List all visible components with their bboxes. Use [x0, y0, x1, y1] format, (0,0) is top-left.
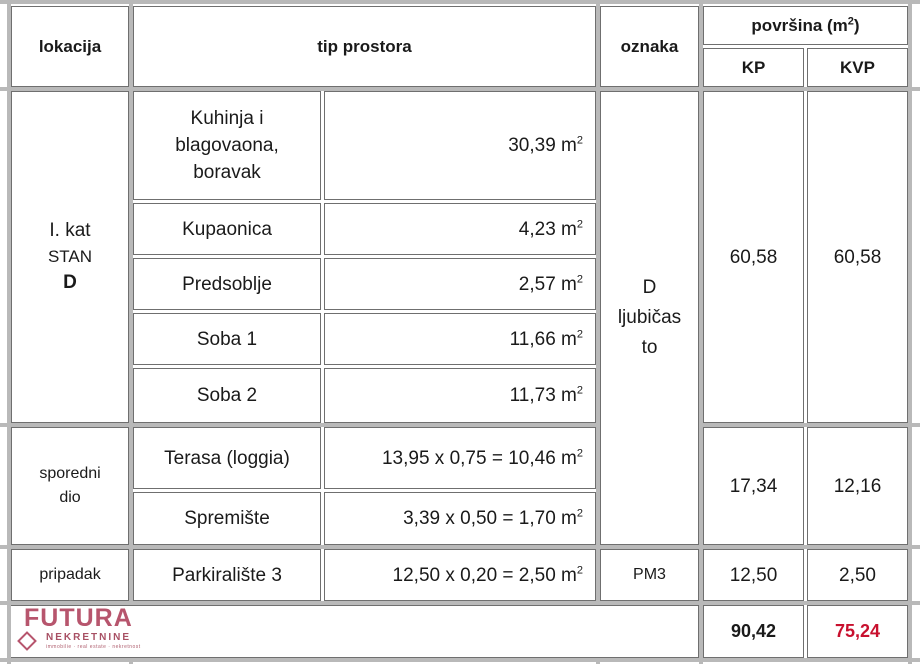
total-kvp-cell [807, 605, 908, 658]
header-tip-prostora [133, 6, 596, 87]
room-area [382, 445, 583, 472]
room-area-cell [324, 549, 596, 601]
room-area-cell [324, 368, 596, 423]
total-kvp: 75,24 [834, 621, 881, 641]
sporedni-kvp: 12,16 [833, 475, 882, 497]
unit-label: m [561, 218, 577, 240]
unit-sup: 2 [576, 134, 583, 147]
stan-kvp: 60,58 [833, 246, 882, 268]
unit-sup: 2 [576, 447, 583, 460]
room-name [175, 105, 279, 186]
unit-sup: 2 [576, 273, 583, 286]
room-name-line1: Kuhinja i [190, 108, 264, 129]
oznaka-line1: D [642, 277, 657, 298]
header-lokacija-text: lokacija [38, 37, 102, 56]
sporedni-kvp-cell [807, 427, 908, 545]
room-area-value: 12,50 x 0,20 = 2,50 [392, 564, 562, 586]
gap-line [0, 658, 920, 662]
room-area-cell [324, 91, 596, 200]
room-area [508, 132, 583, 159]
logo-main-text: FUTURA [24, 604, 133, 632]
header-oznaka [600, 6, 699, 87]
room-area [393, 562, 583, 589]
oznaka-cell [600, 91, 699, 545]
room-area-value: 11,66 [509, 328, 562, 350]
unit-label: m [561, 564, 577, 586]
room-area-cell [324, 203, 596, 255]
room-name: Terasa (loggia) [164, 447, 290, 469]
room-name-line3: boravak [193, 162, 261, 183]
pripadak-kvp-cell [807, 549, 908, 601]
header-kvp [807, 48, 908, 87]
pripadak-location-cell [11, 549, 129, 601]
room-area [403, 505, 583, 532]
room-area [519, 271, 583, 298]
header-povrsina [703, 6, 908, 45]
header-kp-text: KP [741, 58, 766, 77]
room-name-cell [133, 368, 321, 423]
room-name-cell [133, 427, 321, 489]
unit-sup: 2 [576, 507, 583, 520]
pripadak-kp-cell [703, 549, 804, 601]
room-area-value: 2,57 [518, 273, 562, 295]
room-name-cell [133, 549, 321, 601]
room-name: Soba 1 [196, 328, 258, 350]
unit-sup: 2 [576, 564, 583, 577]
room-name-line2: blagovaona, [175, 135, 279, 156]
total-kp-cell [703, 605, 804, 658]
total-kp: 90,42 [730, 621, 777, 641]
room-name: Spremište [184, 508, 270, 529]
room-area-cell [324, 258, 596, 310]
pripadak-oznaka-cell [600, 549, 699, 601]
header-kp [703, 48, 804, 87]
logo-sub-text: NEKRETNINE [46, 632, 132, 643]
sporedni-location-line1: sporedni [39, 465, 101, 482]
stan-location [48, 218, 92, 296]
room-area [510, 382, 583, 409]
room-name: Parkiralište 3 [172, 564, 282, 586]
stan-location-cell [11, 91, 129, 423]
logo-diamond-icon [17, 631, 37, 651]
sporedni-location-line2: dio [59, 489, 81, 506]
pripadak-kvp: 2,50 [839, 564, 876, 586]
stan-kp: 60,58 [729, 246, 778, 268]
unit-sup: 2 [576, 384, 583, 397]
header-povrsina-close: ) [853, 16, 860, 35]
unit-label: m [561, 135, 577, 156]
room-name: Soba 2 [196, 385, 258, 406]
sporedni-kp: 17,34 [729, 475, 778, 497]
gap-line [908, 0, 912, 664]
room-area [519, 216, 583, 243]
stan-kvp-cell [807, 91, 908, 423]
room-name: Predsoblje [182, 273, 272, 295]
oznaka-line2: ljubičas [617, 307, 682, 328]
stan-location-line1: I. kat [49, 220, 91, 241]
pripadak-location: pripadak [39, 566, 101, 583]
logo-tagline: immobilie · real estate · nekretnost [46, 644, 141, 650]
unit-sup: 2 [576, 218, 583, 231]
room-name-cell [133, 203, 321, 255]
room-name-cell [133, 313, 321, 365]
room-name-cell [133, 91, 321, 200]
stan-location-line3: D [63, 272, 77, 293]
unit-label: m [561, 447, 577, 469]
sporedni-kp-cell [703, 427, 804, 545]
gap-line [0, 0, 920, 4]
room-area-value: 11,73 [509, 385, 562, 406]
header-lokacija [11, 6, 129, 87]
header-povrsina-label: površina (m [751, 16, 848, 35]
room-area-value: 4,23 [518, 218, 562, 240]
room-area-value: 30,39 [508, 135, 562, 156]
room-area-cell [324, 492, 596, 545]
room-area [510, 326, 583, 353]
futura-logo [20, 604, 160, 654]
header-kvp-text: KVP [840, 58, 875, 77]
room-area-value: 13,95 x 0,75 = 10,46 [381, 447, 562, 469]
room-name: Kupaonica [182, 218, 272, 240]
room-area-cell [324, 313, 596, 365]
stan-kp-cell [703, 91, 804, 423]
oznaka-stan [618, 273, 681, 363]
unit-label: m [561, 508, 577, 529]
room-name-cell [133, 258, 321, 310]
oznaka-line3: to [641, 337, 658, 358]
room-area-cell [324, 427, 596, 489]
header-oznaka-text: oznaka [620, 37, 679, 56]
unit-label: m [561, 328, 577, 350]
room-area-value: 3,39 x 0,50 = 1,70 [403, 508, 562, 529]
header-povrsina-text [751, 12, 859, 39]
stan-location-line2: STAN [47, 247, 93, 266]
sporedni-location-cell [11, 427, 129, 545]
unit-sup: 2 [576, 328, 583, 341]
unit-label: m [561, 273, 577, 295]
sporedni-location [39, 462, 100, 510]
pripadak-kp: 12,50 [729, 564, 778, 586]
unit-label: m [561, 385, 577, 406]
header-tip-prostora-text: tip prostora [317, 37, 412, 56]
room-name-cell [133, 492, 321, 545]
pripadak-oznaka: PM3 [633, 566, 666, 583]
header-povrsina-sup: 2 [847, 15, 854, 28]
